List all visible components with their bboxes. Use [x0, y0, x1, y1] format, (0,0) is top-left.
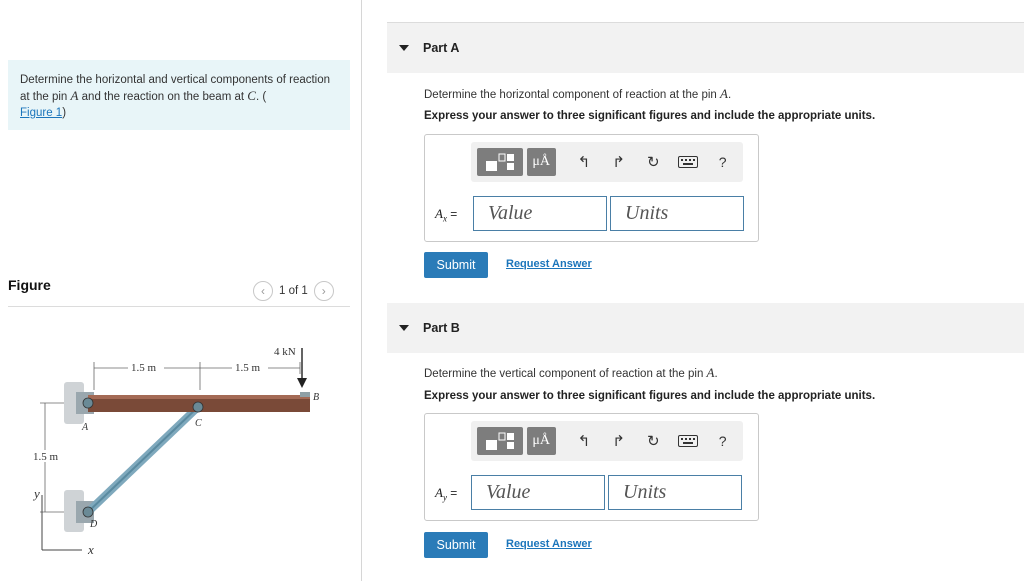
- part-b-eq-sign: =: [446, 486, 458, 500]
- prev-figure-button[interactable]: ‹: [253, 281, 273, 301]
- help-icon[interactable]: ?: [718, 154, 727, 170]
- units-button[interactable]: μÅ: [527, 427, 556, 455]
- right-panel: [362, 0, 1024, 581]
- reset-icon[interactable]: ↻: [647, 433, 660, 450]
- part-b-question-text: Determine the vertical component of reaction at the pin: [424, 368, 707, 380]
- label-a: A: [82, 422, 89, 433]
- beam-end-plate: [300, 392, 310, 397]
- axis-y-label: y: [34, 486, 40, 501]
- part-b-question-end: .: [714, 368, 718, 380]
- collapse-caret-icon[interactable]: [399, 325, 409, 331]
- redo-icon[interactable]: ↱: [612, 154, 625, 171]
- dim2-label: 1.5 m: [235, 362, 261, 374]
- dim3-label: 1.5 m: [33, 451, 59, 463]
- part-b-eq-var: A: [435, 485, 443, 500]
- problem-close-paren: ): [62, 107, 67, 119]
- part-a-eq-sign: =: [446, 207, 458, 221]
- help-icon[interactable]: ?: [718, 433, 727, 449]
- part-b-units-input[interactable]: Units: [608, 475, 742, 510]
- pin-a: [83, 398, 93, 408]
- problem-text-post: . (: [255, 91, 267, 103]
- part-b-eq-sub: y: [442, 492, 447, 503]
- pin-c: [193, 402, 203, 412]
- part-a-units-input[interactable]: Units: [610, 196, 744, 231]
- part-a-eq-var: A: [435, 206, 443, 221]
- strut-cd-edge: [88, 407, 198, 512]
- figure-link[interactable]: Figure 1: [20, 107, 63, 119]
- label-c: C: [195, 418, 202, 429]
- label-d: D: [90, 519, 98, 530]
- part-a-submit-button[interactable]: Submit: [424, 252, 488, 278]
- beam-ab-top: [88, 395, 310, 399]
- figure-title: Figure: [8, 277, 51, 293]
- figure-divider: [8, 306, 350, 307]
- part-a-question-var: A: [719, 86, 728, 101]
- beam-figure: [0, 330, 340, 570]
- keyboard-icon[interactable]: [674, 427, 703, 455]
- part-b-request-answer-link[interactable]: Request Answer: [506, 538, 592, 550]
- load-arrow-head: [297, 378, 307, 388]
- part-a-toolbar: [471, 142, 743, 182]
- figure-pager: [253, 281, 334, 301]
- part-b-submit-button[interactable]: Submit: [424, 532, 488, 558]
- templates-icon: [484, 431, 516, 451]
- problem-pin-var: A: [70, 88, 79, 103]
- part-b-value-input[interactable]: Value: [471, 475, 605, 510]
- part-a-question-end: .: [727, 89, 732, 101]
- part-b-question-var: A: [706, 365, 715, 380]
- collapse-caret-icon[interactable]: [399, 45, 409, 51]
- dim1-label: 1.5 m: [131, 362, 157, 374]
- part-a-answer-box: [424, 134, 759, 242]
- problem-text: Determine the horizontal and vertical components of reaction at the pin: [20, 74, 331, 103]
- templates-button[interactable]: [477, 427, 523, 455]
- part-a-eq-sub: x: [442, 213, 447, 224]
- redo-icon[interactable]: ↱: [612, 433, 625, 450]
- left-panel: [0, 0, 362, 581]
- templates-button[interactable]: [477, 148, 523, 176]
- part-b-header[interactable]: [387, 303, 1024, 353]
- part-a-question-text: Determine the horizontal component of reaction at the pin: [424, 89, 720, 101]
- part-a-header[interactable]: [387, 23, 1024, 73]
- part-b-title: Part B: [423, 321, 460, 335]
- part-b-equation-label: [435, 485, 457, 502]
- part-b-instructions: Express your answer to three significant figures and include the appropriate units.: [424, 390, 876, 402]
- keyboard-icon[interactable]: [674, 148, 703, 176]
- problem-beam-var: C: [247, 88, 256, 103]
- part-a-title: Part A: [423, 41, 460, 55]
- units-button[interactable]: μÅ: [527, 148, 556, 176]
- part-b-toolbar: [471, 421, 743, 461]
- axis-x-label: x: [88, 542, 94, 557]
- part-a-equation-label: [435, 206, 457, 223]
- part-b-answer-box: [424, 413, 759, 521]
- part-b-question: [424, 365, 718, 381]
- label-b: B: [313, 392, 320, 403]
- figure-page-count: 1 of 1: [279, 285, 308, 297]
- problem-text-mid: and the reaction on the beam at: [78, 91, 248, 103]
- reset-icon[interactable]: ↻: [647, 154, 660, 171]
- undo-icon[interactable]: ↰: [577, 154, 591, 171]
- next-figure-button[interactable]: ›: [314, 281, 334, 301]
- load-label: 4 kN: [274, 346, 296, 358]
- templates-icon: [484, 152, 516, 172]
- part-a-request-answer-link[interactable]: Request Answer: [506, 258, 592, 270]
- undo-icon[interactable]: ↰: [577, 433, 591, 450]
- part-a-instructions: Express your answer to three significant figures and include the appropriate units.: [424, 110, 876, 122]
- problem-statement: [8, 60, 350, 130]
- part-a-value-input[interactable]: Value: [473, 196, 607, 231]
- pin-d: [83, 507, 93, 517]
- part-a-question: [424, 86, 731, 102]
